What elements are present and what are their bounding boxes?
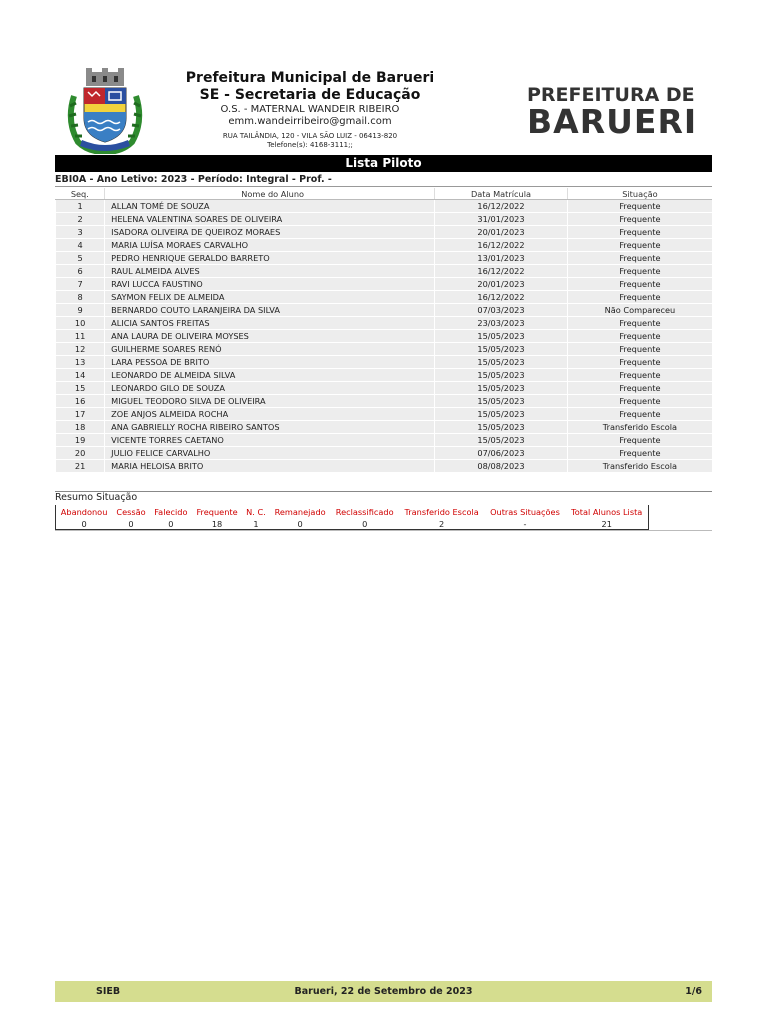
cell-date: 23/03/2023 bbox=[435, 317, 568, 330]
cell-date: 31/01/2023 bbox=[435, 213, 568, 226]
cell-name: ANA GABRIELLY ROCHA RIBEIRO SANTOS bbox=[105, 421, 435, 434]
cell-seq: 14 bbox=[56, 369, 105, 382]
cell-seq: 9 bbox=[56, 304, 105, 317]
cell-name: LEONARDO DE ALMEIDA SILVA bbox=[105, 369, 435, 382]
cell-seq: 6 bbox=[56, 265, 105, 278]
cell-situation: Transferido Escola bbox=[567, 460, 712, 473]
cell-date: 16/12/2022 bbox=[435, 239, 568, 252]
cell-date: 20/01/2023 bbox=[435, 226, 568, 239]
page-footer bbox=[55, 981, 712, 1002]
header-date: Data Matrícula bbox=[435, 188, 568, 200]
table-row bbox=[56, 421, 713, 434]
summary-box bbox=[55, 505, 649, 530]
table-row bbox=[56, 278, 713, 291]
cell-name: GUILHERME SOARES RENÓ bbox=[105, 343, 435, 356]
cell-situation: Frequente bbox=[567, 356, 712, 369]
cell-name: RAUL ALMEIDA ALVES bbox=[105, 265, 435, 278]
cell-name: PEDRO HENRIQUE GERALDO BARRETO bbox=[105, 252, 435, 265]
cell-seq: 17 bbox=[56, 408, 105, 421]
summary-value-cell: 0 bbox=[81, 518, 87, 529]
summary-value-cell: 0 bbox=[362, 518, 368, 529]
cell-situation: Frequente bbox=[567, 239, 712, 252]
cell-name: LARA PESSOA DE BRITO bbox=[105, 356, 435, 369]
cell-seq: 4 bbox=[56, 239, 105, 252]
summary-header-cell: Abandonou bbox=[60, 506, 108, 517]
cell-situation: Frequente bbox=[567, 447, 712, 460]
summary-bottom-divider bbox=[55, 530, 712, 531]
cell-seq: 11 bbox=[56, 330, 105, 343]
table-row bbox=[56, 226, 713, 239]
cell-name: SAYMON FELIX DE ALMEIDA bbox=[105, 291, 435, 304]
cell-date: 16/12/2022 bbox=[435, 291, 568, 304]
cell-situation: Frequente bbox=[567, 408, 712, 421]
cell-name: MIGUEL TEODORO SILVA DE OLIVEIRA bbox=[105, 395, 435, 408]
table-row bbox=[56, 408, 713, 421]
cell-seq: 8 bbox=[56, 291, 105, 304]
table-row bbox=[56, 434, 713, 447]
table-row bbox=[56, 252, 713, 265]
logo-line-1: PREFEITURA DE bbox=[527, 84, 695, 106]
cell-name: RAVI LUCCA FAUSTINO bbox=[105, 278, 435, 291]
cell-seq: 13 bbox=[56, 356, 105, 369]
school-name: O.S. - MATERNAL WANDEIR RIBEIRO bbox=[220, 104, 400, 115]
cell-name: ISADORA OLIVEIRA DE QUEIROZ MORAES bbox=[105, 226, 435, 239]
table-row bbox=[56, 460, 713, 473]
cell-seq: 5 bbox=[56, 252, 105, 265]
cell-seq: 7 bbox=[56, 278, 105, 291]
table-row bbox=[56, 447, 713, 460]
cell-date: 15/05/2023 bbox=[435, 330, 568, 343]
summary-header-cell: Reclassificado bbox=[335, 506, 394, 517]
cell-date: 15/05/2023 bbox=[435, 356, 568, 369]
cell-seq: 12 bbox=[56, 343, 105, 356]
cell-seq: 15 bbox=[56, 382, 105, 395]
cell-date: 16/12/2022 bbox=[435, 200, 568, 213]
cell-name: ZOE ANJOS ALMEIDA ROCHA bbox=[105, 408, 435, 421]
cell-name: MARIA LUÍSA MORAES CARVALHO bbox=[105, 239, 435, 252]
cell-date: 16/12/2022 bbox=[435, 265, 568, 278]
cell-date: 15/05/2023 bbox=[435, 382, 568, 395]
cell-date: 15/05/2023 bbox=[435, 343, 568, 356]
summary-value-cell: 2 bbox=[439, 518, 445, 529]
cell-situation: Frequente bbox=[567, 330, 712, 343]
summary-value-cell: 0 bbox=[168, 518, 174, 529]
summary-header-cell: Falecido bbox=[154, 506, 188, 517]
table-row bbox=[56, 343, 713, 356]
cell-situation: Frequente bbox=[567, 369, 712, 382]
table-row bbox=[56, 265, 713, 278]
cell-seq: 3 bbox=[56, 226, 105, 239]
page-header bbox=[0, 0, 768, 155]
summary-value-cell: 0 bbox=[128, 518, 134, 529]
cell-situation: Não Compareceu bbox=[567, 304, 712, 317]
summary-header-row bbox=[56, 505, 648, 518]
table-row bbox=[56, 382, 713, 395]
cell-situation: Frequente bbox=[567, 278, 712, 291]
cell-date: 20/01/2023 bbox=[435, 278, 568, 291]
summary-header-cell: Cessão bbox=[116, 506, 146, 517]
summary-header-cell: N. C. bbox=[246, 506, 266, 517]
cell-date: 07/03/2023 bbox=[435, 304, 568, 317]
cell-date: 07/06/2023 bbox=[435, 447, 568, 460]
table-row bbox=[56, 356, 713, 369]
institution-block bbox=[150, 70, 470, 150]
school-address: RUA TAILÂNDIA, 120 - VILA SÃO LUIZ - 06413-820 bbox=[222, 132, 398, 140]
cell-date: 08/08/2023 bbox=[435, 460, 568, 473]
cell-situation: Transferido Escola bbox=[567, 421, 712, 434]
cell-situation: Frequente bbox=[567, 265, 712, 278]
table-row bbox=[56, 213, 713, 226]
cell-date: 15/05/2023 bbox=[435, 408, 568, 421]
cell-seq: 19 bbox=[56, 434, 105, 447]
class-info: EBI0A - Ano Letivo: 2023 - Período: Integral - Prof. - bbox=[55, 173, 712, 187]
cell-situation: Frequente bbox=[567, 317, 712, 330]
cell-situation: Frequente bbox=[567, 200, 712, 213]
cell-seq: 1 bbox=[56, 200, 105, 213]
cell-situation: Frequente bbox=[567, 434, 712, 447]
header-name: Nome do Aluno bbox=[105, 188, 435, 200]
table-header-row bbox=[56, 188, 713, 200]
cell-name: MARIA HELOISA BRITO bbox=[105, 460, 435, 473]
cell-situation: Frequente bbox=[567, 213, 712, 226]
summary-header-cell: Outras Situações bbox=[490, 506, 560, 517]
table-row bbox=[56, 395, 713, 408]
cell-seq: 10 bbox=[56, 317, 105, 330]
table-row bbox=[56, 369, 713, 382]
summary-header-cell: Frequente bbox=[196, 506, 238, 517]
school-email: emm.wandeirribeiro@gmail.com bbox=[228, 116, 392, 127]
table-row bbox=[56, 239, 713, 252]
summary-header-cell: Remanejado bbox=[274, 506, 326, 517]
cell-name: ALLAN TOMÉ DE SOUZA bbox=[105, 200, 435, 213]
list-title: Lista Piloto bbox=[55, 155, 712, 172]
table-row bbox=[56, 200, 713, 213]
table-row bbox=[56, 317, 713, 330]
cell-seq: 18 bbox=[56, 421, 105, 434]
cell-seq: 16 bbox=[56, 395, 105, 408]
cell-date: 15/05/2023 bbox=[435, 434, 568, 447]
cell-seq: 20 bbox=[56, 447, 105, 460]
summary-values-row bbox=[56, 518, 648, 529]
summary-label: Resumo Situação bbox=[55, 492, 138, 503]
institution-title: Prefeitura Municipal de Barueri bbox=[185, 70, 435, 86]
cell-seq: 21 bbox=[56, 460, 105, 473]
cell-name: LEONARDO GILO DE SOUZA bbox=[105, 382, 435, 395]
cell-date: 13/01/2023 bbox=[435, 252, 568, 265]
cell-date: 15/05/2023 bbox=[435, 395, 568, 408]
cell-date: 15/05/2023 bbox=[435, 421, 568, 434]
cell-name: HELENA VALENTINA SOARES DE OLIVEIRA bbox=[105, 213, 435, 226]
table-row bbox=[56, 304, 713, 317]
cell-name: JULIO FELICE CARVALHO bbox=[105, 447, 435, 460]
footer-system: SIEB bbox=[96, 986, 121, 997]
barueri-logo bbox=[527, 84, 698, 141]
header-seq: Seq. bbox=[56, 188, 105, 200]
cell-situation: Frequente bbox=[567, 226, 712, 239]
cell-name: VICENTE TORRES CAETANO bbox=[105, 434, 435, 447]
logo-line-2: BARUERI bbox=[527, 102, 698, 141]
header-situation: Situação bbox=[567, 188, 712, 200]
table-row bbox=[56, 330, 713, 343]
cell-situation: Frequente bbox=[567, 343, 712, 356]
department-title: SE - Secretaria de Educação bbox=[199, 87, 421, 103]
footer-date: Barueri, 22 de Setembro de 2023 bbox=[294, 986, 473, 997]
summary-value-cell: - bbox=[523, 518, 527, 529]
cell-situation: Frequente bbox=[567, 252, 712, 265]
cell-date: 15/05/2023 bbox=[435, 369, 568, 382]
cell-situation: Frequente bbox=[567, 291, 712, 304]
cell-name: ALICIA SANTOS FREITAS bbox=[105, 317, 435, 330]
summary-table bbox=[56, 505, 648, 529]
summary-value-cell: 1 bbox=[253, 518, 259, 529]
summary-header-cell: Transferido Escola bbox=[404, 506, 479, 517]
summary-value-cell: 18 bbox=[211, 518, 223, 529]
cell-seq: 2 bbox=[56, 213, 105, 226]
cell-name: ANA LAURA DE OLIVEIRA MOYSES bbox=[105, 330, 435, 343]
city-crest-icon bbox=[64, 66, 146, 154]
school-phone: Telefone(s): 4168-3111;; bbox=[267, 141, 353, 149]
summary-header-cell: Total Alunos Lista bbox=[571, 506, 643, 517]
summary-value-cell: 0 bbox=[297, 518, 303, 529]
cell-situation: Frequente bbox=[567, 382, 712, 395]
table-row bbox=[56, 291, 713, 304]
summary-value-cell: 21 bbox=[601, 518, 612, 529]
students-table bbox=[55, 188, 712, 473]
cell-name: BERNARDO COUTO LARANJEIRA DA SILVA bbox=[105, 304, 435, 317]
page-number: 1/6 bbox=[685, 986, 702, 997]
cell-situation: Frequente bbox=[567, 395, 712, 408]
summary-divider bbox=[55, 491, 712, 492]
